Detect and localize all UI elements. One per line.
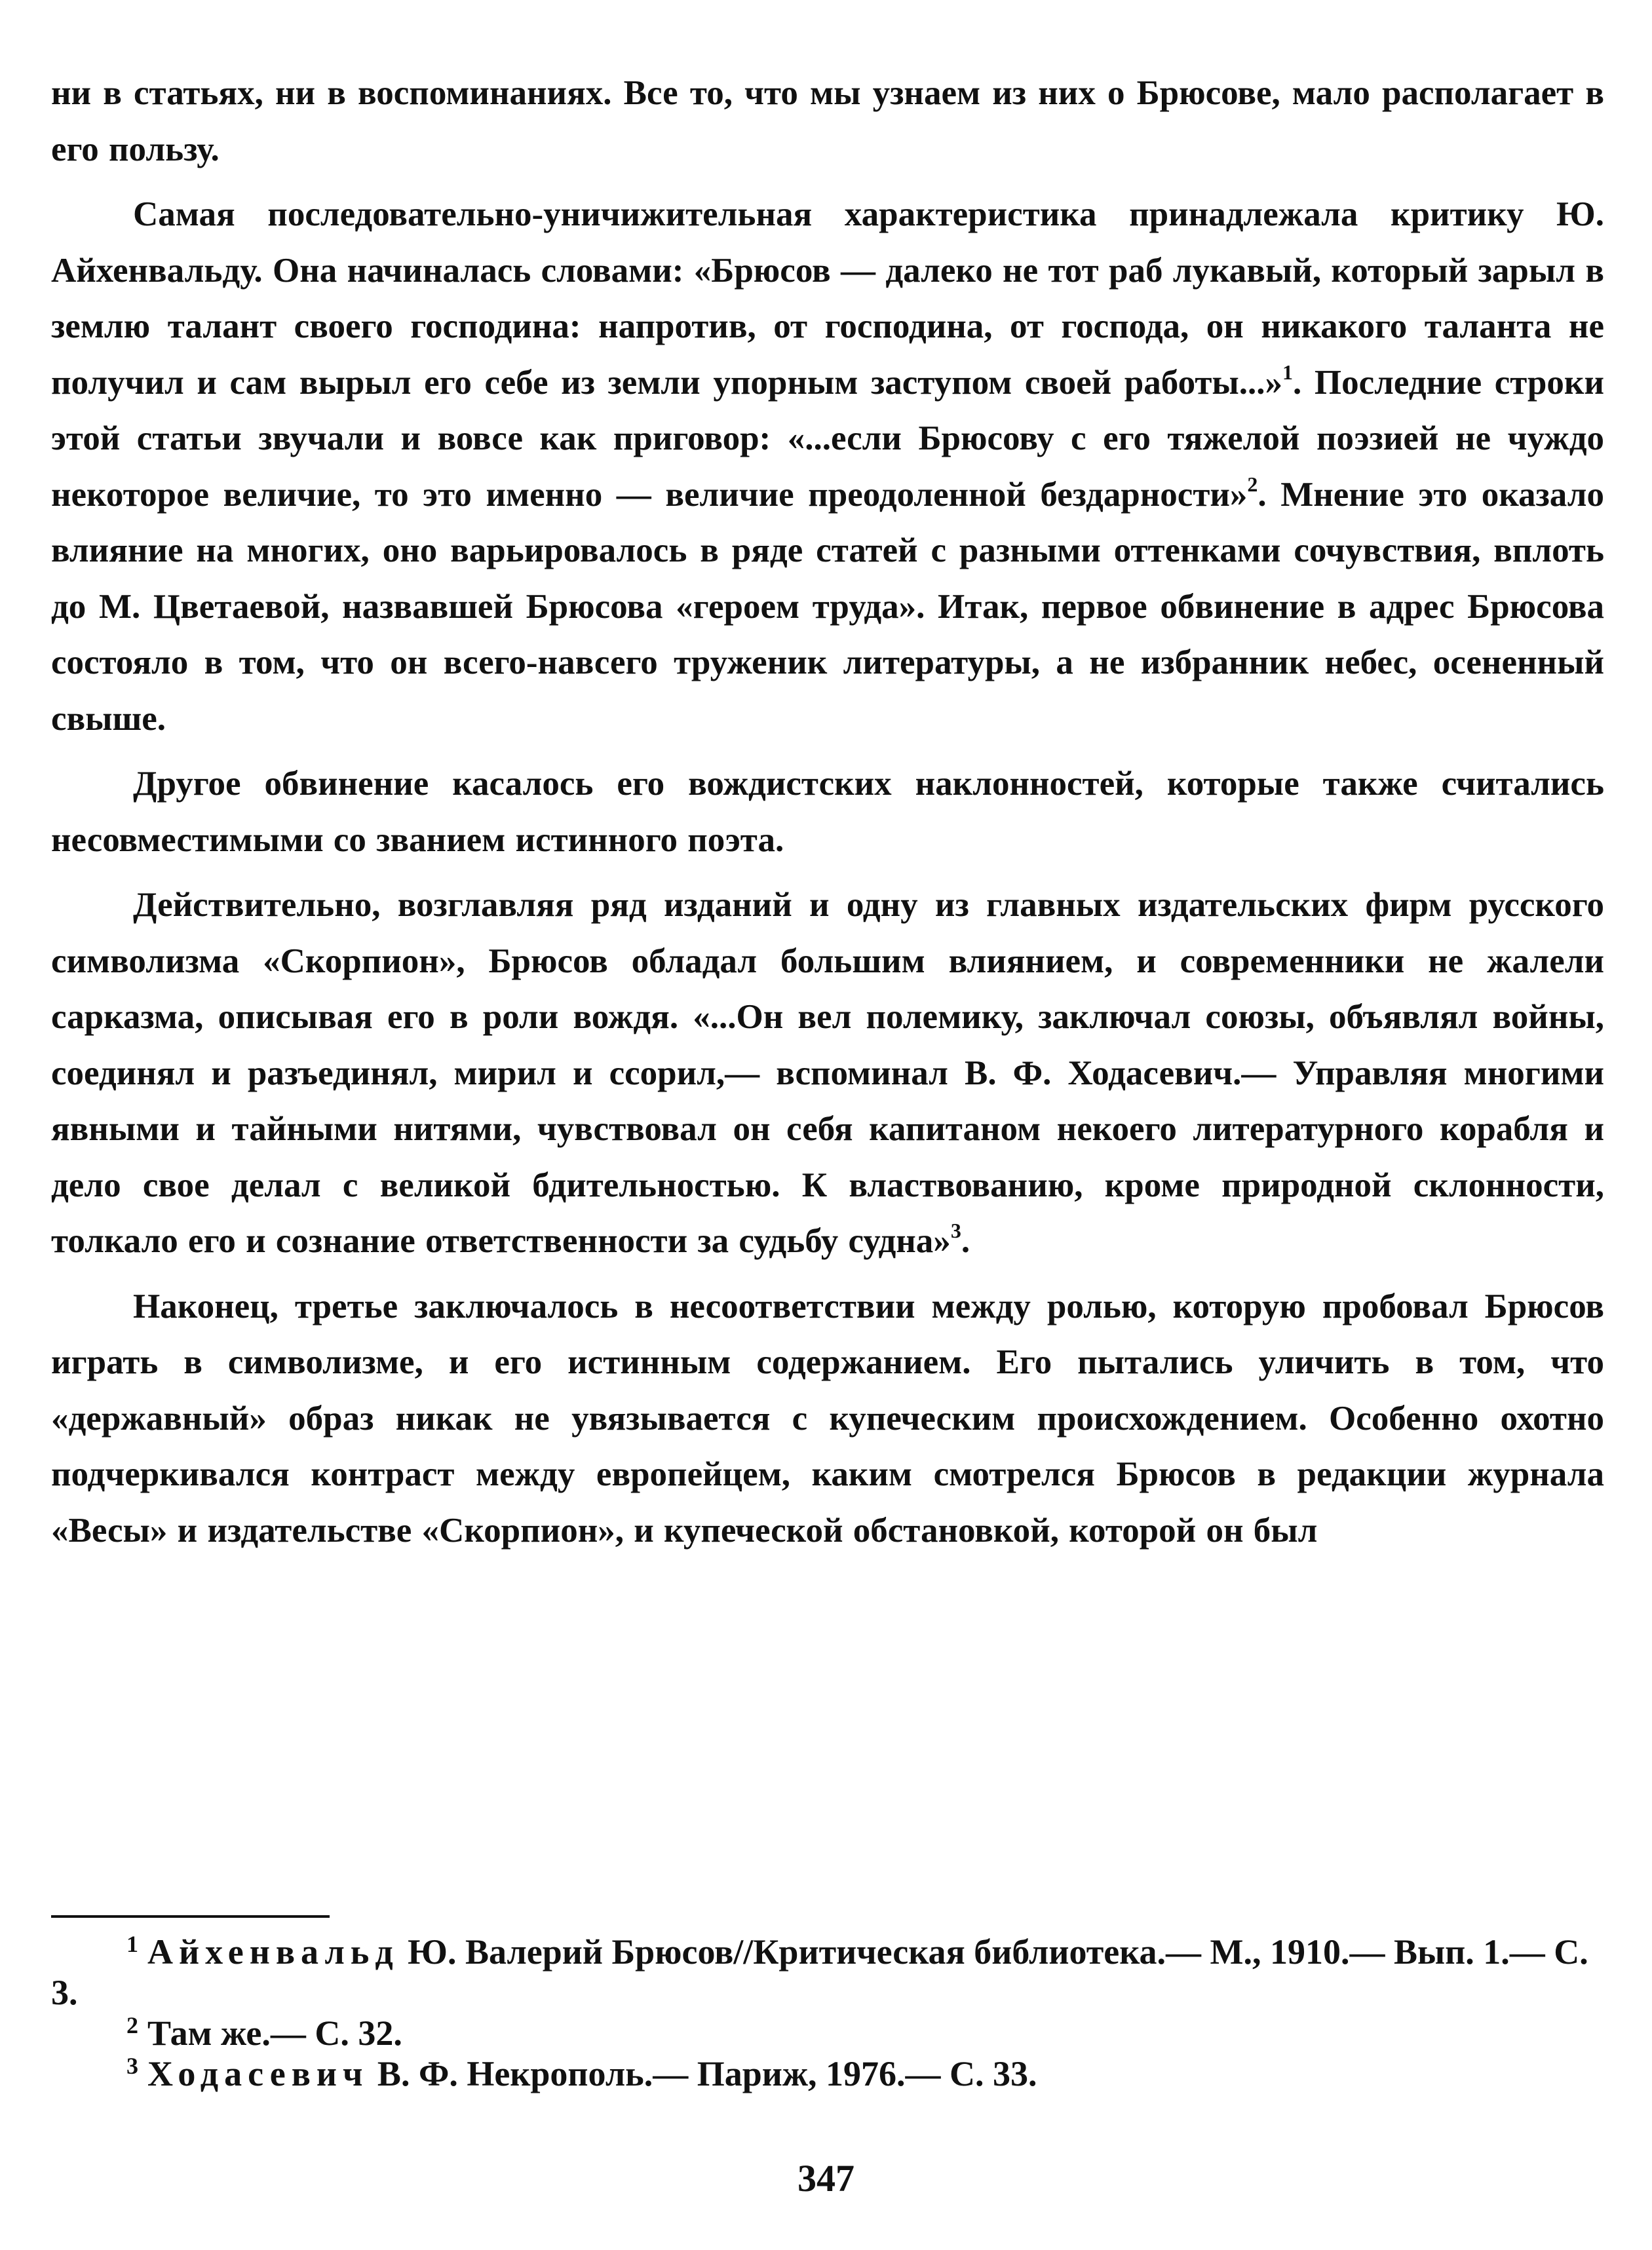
footnote-ref-3[interactable]: 3 xyxy=(950,1219,961,1242)
footnote-number: 2 xyxy=(126,2012,138,2038)
paragraph-2 xyxy=(51,756,1604,868)
main-text xyxy=(51,66,1604,1559)
footnote-text: Там же.— С. 32. xyxy=(147,2013,402,2053)
paragraph-text: Самая последовательно-уничижительная характеристика принадлежала критику Ю. Айхенвальду. Она начиналась словами: «Брюсов — далеко не тот раб лукавый, который зарыл в землю талант своего господина: напротив, от господина, от господа, он никакого таланта не получил и сам вырыл его себе из земли упорным заступом своей работы...» xyxy=(51,195,1604,402)
footnote-1 xyxy=(51,1932,1604,2013)
footnote-3 xyxy=(51,2053,1604,2094)
footnote-author: Ходасевич xyxy=(147,2054,369,2093)
footnote-number: 3 xyxy=(126,2053,138,2079)
paragraph-3 xyxy=(51,877,1604,1270)
paragraph-text: . xyxy=(961,1222,970,1260)
footnote-ref-2[interactable]: 2 xyxy=(1247,472,1258,496)
paragraph-text: Другое обвинение касалось его вождистских наклонностей, которые также считались несовместимыми со званием истинного поэта. xyxy=(51,765,1604,859)
footnote-divider xyxy=(51,1915,330,1918)
footnote-2 xyxy=(51,2013,1604,2053)
paragraph-4 xyxy=(51,1279,1604,1559)
footnote-author: Айхенвальд xyxy=(147,1932,399,1972)
paragraph-text: Наконец, третье заключалось в несоответствии между ролью, которую пробовал Брюсов играть в символизме, и его истинным содержанием. Его пытались уличить в том, что «державный» образ никак не увязывается с купеческим происхождением. Особенно охотно подчеркивался контраст между европейцем, каким смотрелся Брюсов в редакции журнала «Весы» и издательстве «Скорпион», и купеческой обстановкой, которой он был xyxy=(51,1287,1604,1550)
footnote-text: Ю. Валерий Брюсов//Критическая библиотека.— М., 1910.— Вып. 1.— С. 3. xyxy=(51,1932,1588,2012)
paragraph-text: ни в статьях, ни в воспоминаниях. Все то, что мы узнаем из них о Брюсове, мало располагает в его пользу. xyxy=(51,74,1604,168)
footnote-number: 1 xyxy=(126,1931,138,1957)
paragraph-text: . Мнение это оказало влияние на многих, оно варьировалось в ряде статей с разными оттенками сочувствия, вплоть до М. Цветаевой, назвавшей Брюсова «героем труда». Итак, первое обвинение в адрес Брюсова состояло в том, что он всего-навсего труженик литературы, а не избранник небес, осененный свыше. xyxy=(51,475,1604,738)
page-body xyxy=(51,66,1604,1559)
paragraph-text: Действительно, возглавляя ряд изданий и одну из главных издательских фирм русского символизма «Скорпион», Брюсов обладал большим влиянием, и современники не жалели сарказма, описывая его в роли вождя. «...Он вел полемику, заключал союзы, объявлял войны, соединял и разъединял, мирил и ссорил,— вспоминал В. Ф. Ходасевич.— Управляя многими явными и тайными нитями, чувствовал он себя капитаном некоего литературного корабля и дело свое делал с великой бдительностью. К властвованию, кроме природной склонности, толкало его и сознание ответственности за судьбу судна» xyxy=(51,886,1604,1260)
paragraph-text: . Последние строки этой статьи звучали и вовсе как приговор: «...если Брюсову с его тяжелой поэзией не чуждо некоторое величие, то это именно — величие преодоленной бездарности» xyxy=(51,363,1604,514)
paragraph-0 xyxy=(51,66,1604,178)
page-number: 347 xyxy=(797,2157,855,2200)
paragraph-1 xyxy=(51,187,1604,747)
footnotes xyxy=(51,1932,1604,2094)
footnote-text: В. Ф. Некрополь.— Париж, 1976.— С. 33. xyxy=(368,2054,1037,2093)
footnote-ref-1[interactable]: 1 xyxy=(1282,360,1294,384)
